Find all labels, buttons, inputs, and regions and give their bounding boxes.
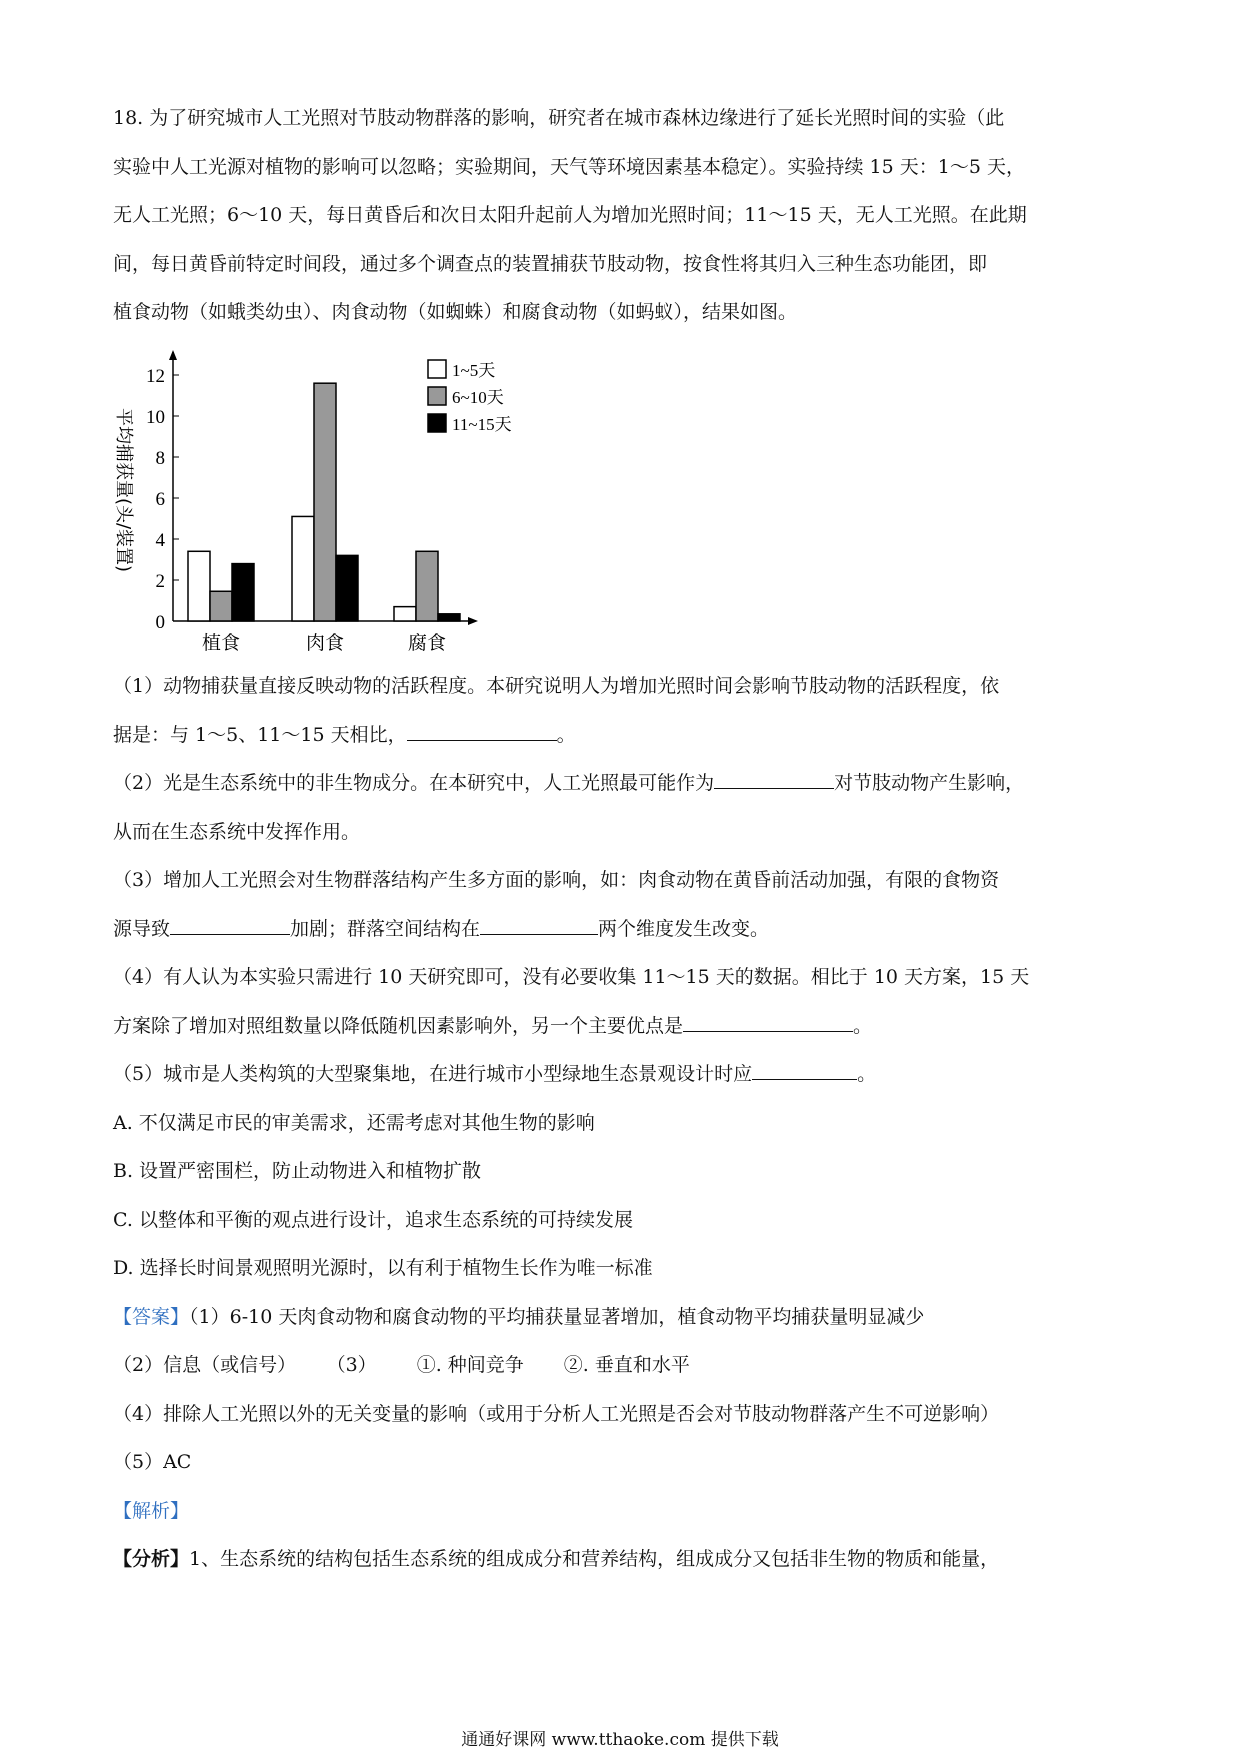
y-tick-label: 2: [155, 571, 165, 592]
text: 两个维度发生改变。: [598, 917, 770, 940]
y-axis-label: 平均捕获量(头/装置): [113, 407, 134, 573]
legend-label: 6~10天: [452, 388, 504, 407]
text: 植食动物（如蛾类幼虫）、肉食动物（如蜘蛛）和腐食动物（如蚂蚁），结果如图。: [113, 301, 798, 323]
text: （2）信息（或信号）: [113, 1354, 297, 1376]
text: 据是：与 1～5、11～15 天相比，: [113, 723, 407, 746]
analysis-line: [113, 1546, 999, 1572]
bar-1-0: [292, 516, 314, 621]
text: 实验中人工光源对植物的影响可以忽略；实验期间，天气等环境因素基本稳定）。实验持续 15 天：1～5 天，: [113, 155, 1025, 178]
text: D. 选择长时间景观照明光源时，以有利于植物生长作为唯一标准: [113, 1257, 653, 1279]
bar-0-0: [188, 551, 210, 621]
legend-label: 11~15天: [452, 415, 512, 434]
text: 对节肢动物产生影响，: [834, 772, 1025, 794]
text: 间，每日黄昏前特定时间段，通过多个调查点的装置捕获节肢动物，按食性将其归入三种生态功能团，即: [113, 252, 988, 275]
text: （3）: [336, 1354, 377, 1376]
question-line: [113, 105, 1004, 131]
text: ②. 垂直和水平: [563, 1354, 690, 1376]
text: 从而在生态系统中发挥作用。: [113, 820, 361, 843]
sub-question-line: [113, 964, 1029, 990]
sub-question-line: [113, 819, 360, 845]
text: （3）增加人工光照会对生物群落结构产生多方面的影响，如：肉食动物在黄昏前活动加强，有限的食物资: [113, 869, 1000, 891]
answer-line: [113, 1352, 690, 1378]
text: 无人工光照；6～10 天，每日黄昏后和次日太阳升起前人为增加光照时间；11～15 天，无人工光照。在此期: [113, 204, 1027, 226]
answer-line: [113, 1304, 924, 1330]
text: （5）城市是人类构筑的大型聚集地，在进行城市小型绿地生态景观设计时应: [113, 1063, 753, 1085]
text: A. 不仅满足市民的审美需求，还需考虑对其他生物的影响: [113, 1111, 595, 1134]
legend-swatch: [428, 387, 446, 405]
bar-2-2: [438, 614, 460, 621]
legend-label: 1~5天: [452, 361, 496, 380]
text: C. 以整体和平衡的观点进行设计，追求生态系统的可持续发展: [113, 1208, 633, 1231]
option-b[interactable]: [113, 1158, 481, 1184]
text: （2）光是生态系统中的非生物成分。在本研究中，人工光照最可能作为: [113, 772, 715, 794]
answer-line: [113, 1401, 999, 1427]
bar-0-2: [232, 564, 254, 621]
y-tick-label: 0: [155, 612, 165, 633]
y-tick-label: 10: [146, 407, 165, 428]
text: B. 设置严密围栏，防止动物进入和植物扩散: [113, 1160, 482, 1182]
legend-swatch: [428, 414, 446, 432]
sub-question-line: [113, 722, 576, 748]
legend-swatch: [428, 360, 446, 378]
x-tick-label: 肉食: [305, 632, 345, 654]
text: 加剧；群落空间结构在: [290, 917, 481, 940]
text: 源导致: [113, 917, 171, 940]
y-tick-label: 12: [146, 366, 165, 387]
answer-line: [113, 1449, 191, 1475]
sub-question-line: [113, 770, 1024, 796]
text: （1）动物捕获量直接反映动物的活跃程度。本研究说明人为增加光照时间会影响节肢动物的活跃程度，依: [113, 675, 1000, 697]
text: 。: [857, 1063, 877, 1085]
text: 【答案】: [113, 1305, 190, 1328]
sub-question-line: [113, 867, 999, 893]
answer-blank[interactable]: [683, 1013, 853, 1032]
sub-question-line: [113, 1013, 872, 1039]
answer-blank[interactable]: [170, 916, 290, 935]
sub-question-line: [113, 916, 769, 942]
bar-1-2: [336, 555, 358, 621]
y-tick-label: 6: [155, 489, 165, 510]
analysis-tag: [113, 1498, 189, 1524]
x-axis-arrow-icon: [468, 617, 478, 625]
footer: 通通好课网 www.tthaoke.com 提供下载: [461, 1730, 779, 1750]
text: 。: [556, 723, 576, 746]
text: （5）AC: [113, 1451, 192, 1473]
y-tick-label: 8: [155, 448, 165, 469]
answer-blank[interactable]: [480, 916, 598, 935]
text: （4）有人认为本实验只需进行 10 天研究即可，没有必要收集 11～15 天的数据。相比于 10 天方案，15 天: [113, 966, 1030, 988]
x-tick-label: 植食: [201, 632, 241, 654]
answer-blank[interactable]: [752, 1061, 857, 1080]
y-tick-label: 4: [155, 530, 165, 551]
answer-blank[interactable]: [714, 770, 834, 789]
sub-question-line: [113, 1061, 876, 1087]
text: （1）6-10 天肉食动物和腐食动物的平均捕获量显著增加，植食动物平均捕获量明显减少: [189, 1305, 925, 1328]
sub-question-line: [113, 673, 999, 699]
text: 【解析】: [113, 1499, 190, 1522]
text: （4）排除人工光照以外的无关变量的影响（或用于分析人工光照是否会对节肢动物群落产生不可逆影响）: [113, 1402, 1000, 1425]
y-axis-arrow-icon: [169, 350, 177, 360]
option-d[interactable]: [113, 1255, 653, 1281]
bar-1-1: [314, 383, 336, 621]
question-line: [113, 202, 1027, 228]
text: 【分析】: [113, 1548, 190, 1570]
text: ①. 种间竞争: [416, 1354, 524, 1376]
text: 方案除了增加对照组数量以降低随机因素影响外，另一个主要优点是: [113, 1014, 684, 1037]
text: 。: [853, 1014, 873, 1037]
question-line: [113, 299, 797, 325]
answer-blank[interactable]: [407, 722, 557, 741]
bar-0-1: [210, 591, 232, 621]
question-line: [113, 154, 1025, 180]
option-a[interactable]: [113, 1110, 595, 1136]
bar-2-0: [394, 607, 416, 621]
text: 1、生态系统的结构包括生态系统的组成成分和营养结构，组成成分又包括非生物的物质和能量，: [189, 1548, 1000, 1570]
bar-chart: [100, 350, 560, 660]
text: 18. 为了研究城市人工光照对节肢动物群落的影响，研究者在城市森林边缘进行了延长光照时间的实验（此: [113, 107, 1005, 129]
option-c[interactable]: [113, 1207, 633, 1233]
bar-2-1: [416, 551, 438, 621]
question-line: [113, 251, 987, 277]
x-tick-label: 腐食: [407, 632, 447, 654]
